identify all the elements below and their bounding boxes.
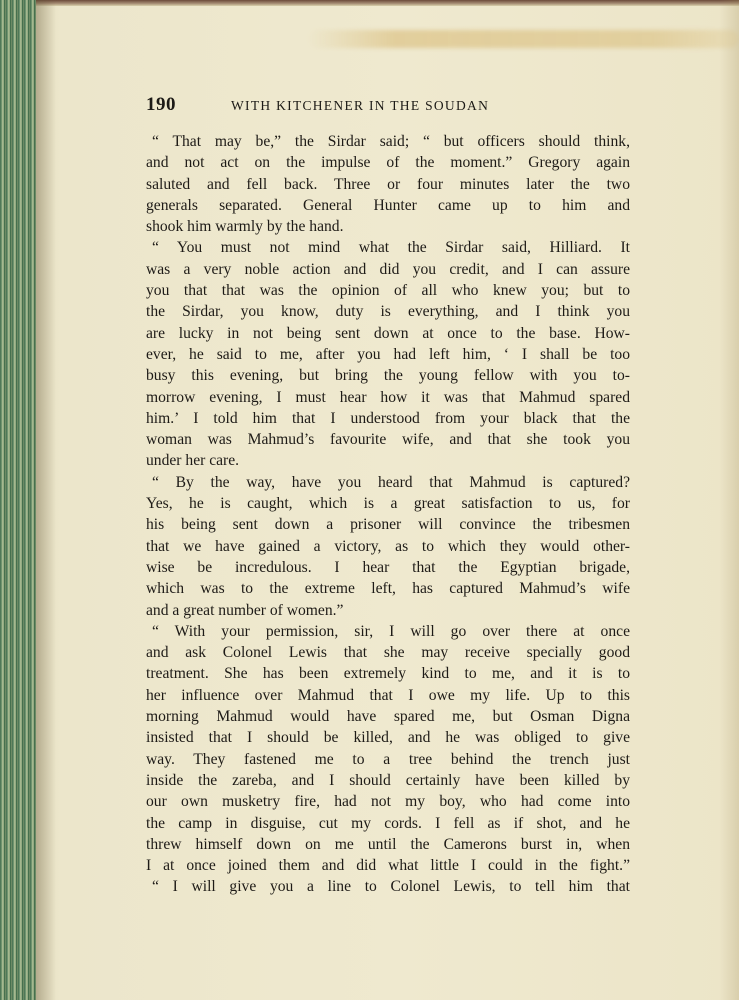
- text-line: wise be incredulous. I hear that the Egyptian brigade,: [146, 558, 630, 576]
- spine-shadow: [36, 0, 56, 1000]
- text-line: which was to the extreme left, has captured Mahmud’s wife: [146, 580, 630, 598]
- text-line: woman was Mahmud’s favourite wife, and that she took you: [146, 431, 630, 449]
- text-line: Yes, he is caught, which is a great satisfaction to us, for: [146, 495, 630, 513]
- text-line: saluted and fell back. Three or four minutes later the two: [146, 175, 630, 193]
- book-spine: [0, 0, 36, 1000]
- text-line: busy this evening, but bring the young fellow with you to-: [146, 367, 630, 385]
- text-line: “ I will give you a line to Colonel Lewis, to tell him that: [152, 878, 630, 896]
- text-line: ever, he said to me, after you had left him, ‘ I shall be too: [146, 345, 630, 363]
- tape-stain: [308, 30, 739, 48]
- text-line: was a very noble action and did you credit, and I can assure: [146, 260, 630, 278]
- text-line: I at once joined them and did what little I could in the fight.”: [146, 857, 630, 875]
- text-line: way. They fastened me to a tree behind the trench just: [146, 750, 630, 768]
- text-line: and a great number of women.”: [146, 601, 344, 619]
- text-line: “ You must not mind what the Sirdar said, Hilliard. It: [152, 239, 630, 257]
- text-line: are lucky in not being sent down at once to the base. How-: [146, 324, 630, 342]
- page-number: 190: [146, 94, 176, 115]
- text-line: his being sent down a prisoner will convince the tribesmen: [146, 516, 630, 534]
- text-line: treatment. She has been extremely kind to me, and it is to: [146, 665, 630, 683]
- text-line: morrow evening, I must hear how it was that Mahmud spared: [146, 388, 630, 406]
- page-top-edge: [0, 0, 739, 6]
- page-header: [146, 94, 630, 118]
- text-line: inside the zareba, and I should certainly have been killed by: [146, 771, 630, 789]
- page-right-edge: [719, 0, 739, 1000]
- text-line: shook him warmly by the hand.: [146, 218, 344, 236]
- text-line: threw himself down on me until the Camerons burst in, when: [146, 835, 630, 853]
- text-line: and ask Colonel Lewis that she may receive specially good: [146, 644, 630, 662]
- text-line: and not act on the impulse of the moment.” Gregory again: [146, 154, 630, 172]
- running-head: WITH KITCHENER IN THE SOUDAN: [231, 98, 490, 113]
- text-line: our own musketry fire, had not my boy, who had come into: [146, 793, 630, 811]
- text-line: him.’ I told him that I understood from your black that the: [146, 409, 630, 427]
- text-line: you that that was the opinion of all who knew you; but to: [146, 282, 630, 300]
- body-text: [146, 131, 630, 898]
- text-line: the camp in disguise, cut my cords. I fell as if shot, and he: [146, 814, 630, 832]
- text-line: “ That may be,” the Sirdar said; “ but officers should think,: [152, 133, 630, 150]
- text-line: “ With your permission, sir, I will go over there at once: [152, 622, 630, 640]
- text-line: her influence over Mahmud that I owe my life. Up to this: [146, 686, 630, 704]
- text-line: insisted that I should be killed, and he was obliged to give: [146, 729, 630, 747]
- text-line: the Sirdar, you know, duty is everything, and I think you: [146, 303, 630, 321]
- text-line: that we have gained a victory, as to which they would other-: [146, 537, 630, 555]
- text-line: morning Mahmud would have spared me, but Osman Digna: [146, 708, 630, 726]
- text-line: generals separated. General Hunter came up to him and: [146, 196, 630, 214]
- text-line: under her care.: [146, 452, 240, 470]
- text-line: “ By the way, have you heard that Mahmud is captured?: [152, 473, 630, 491]
